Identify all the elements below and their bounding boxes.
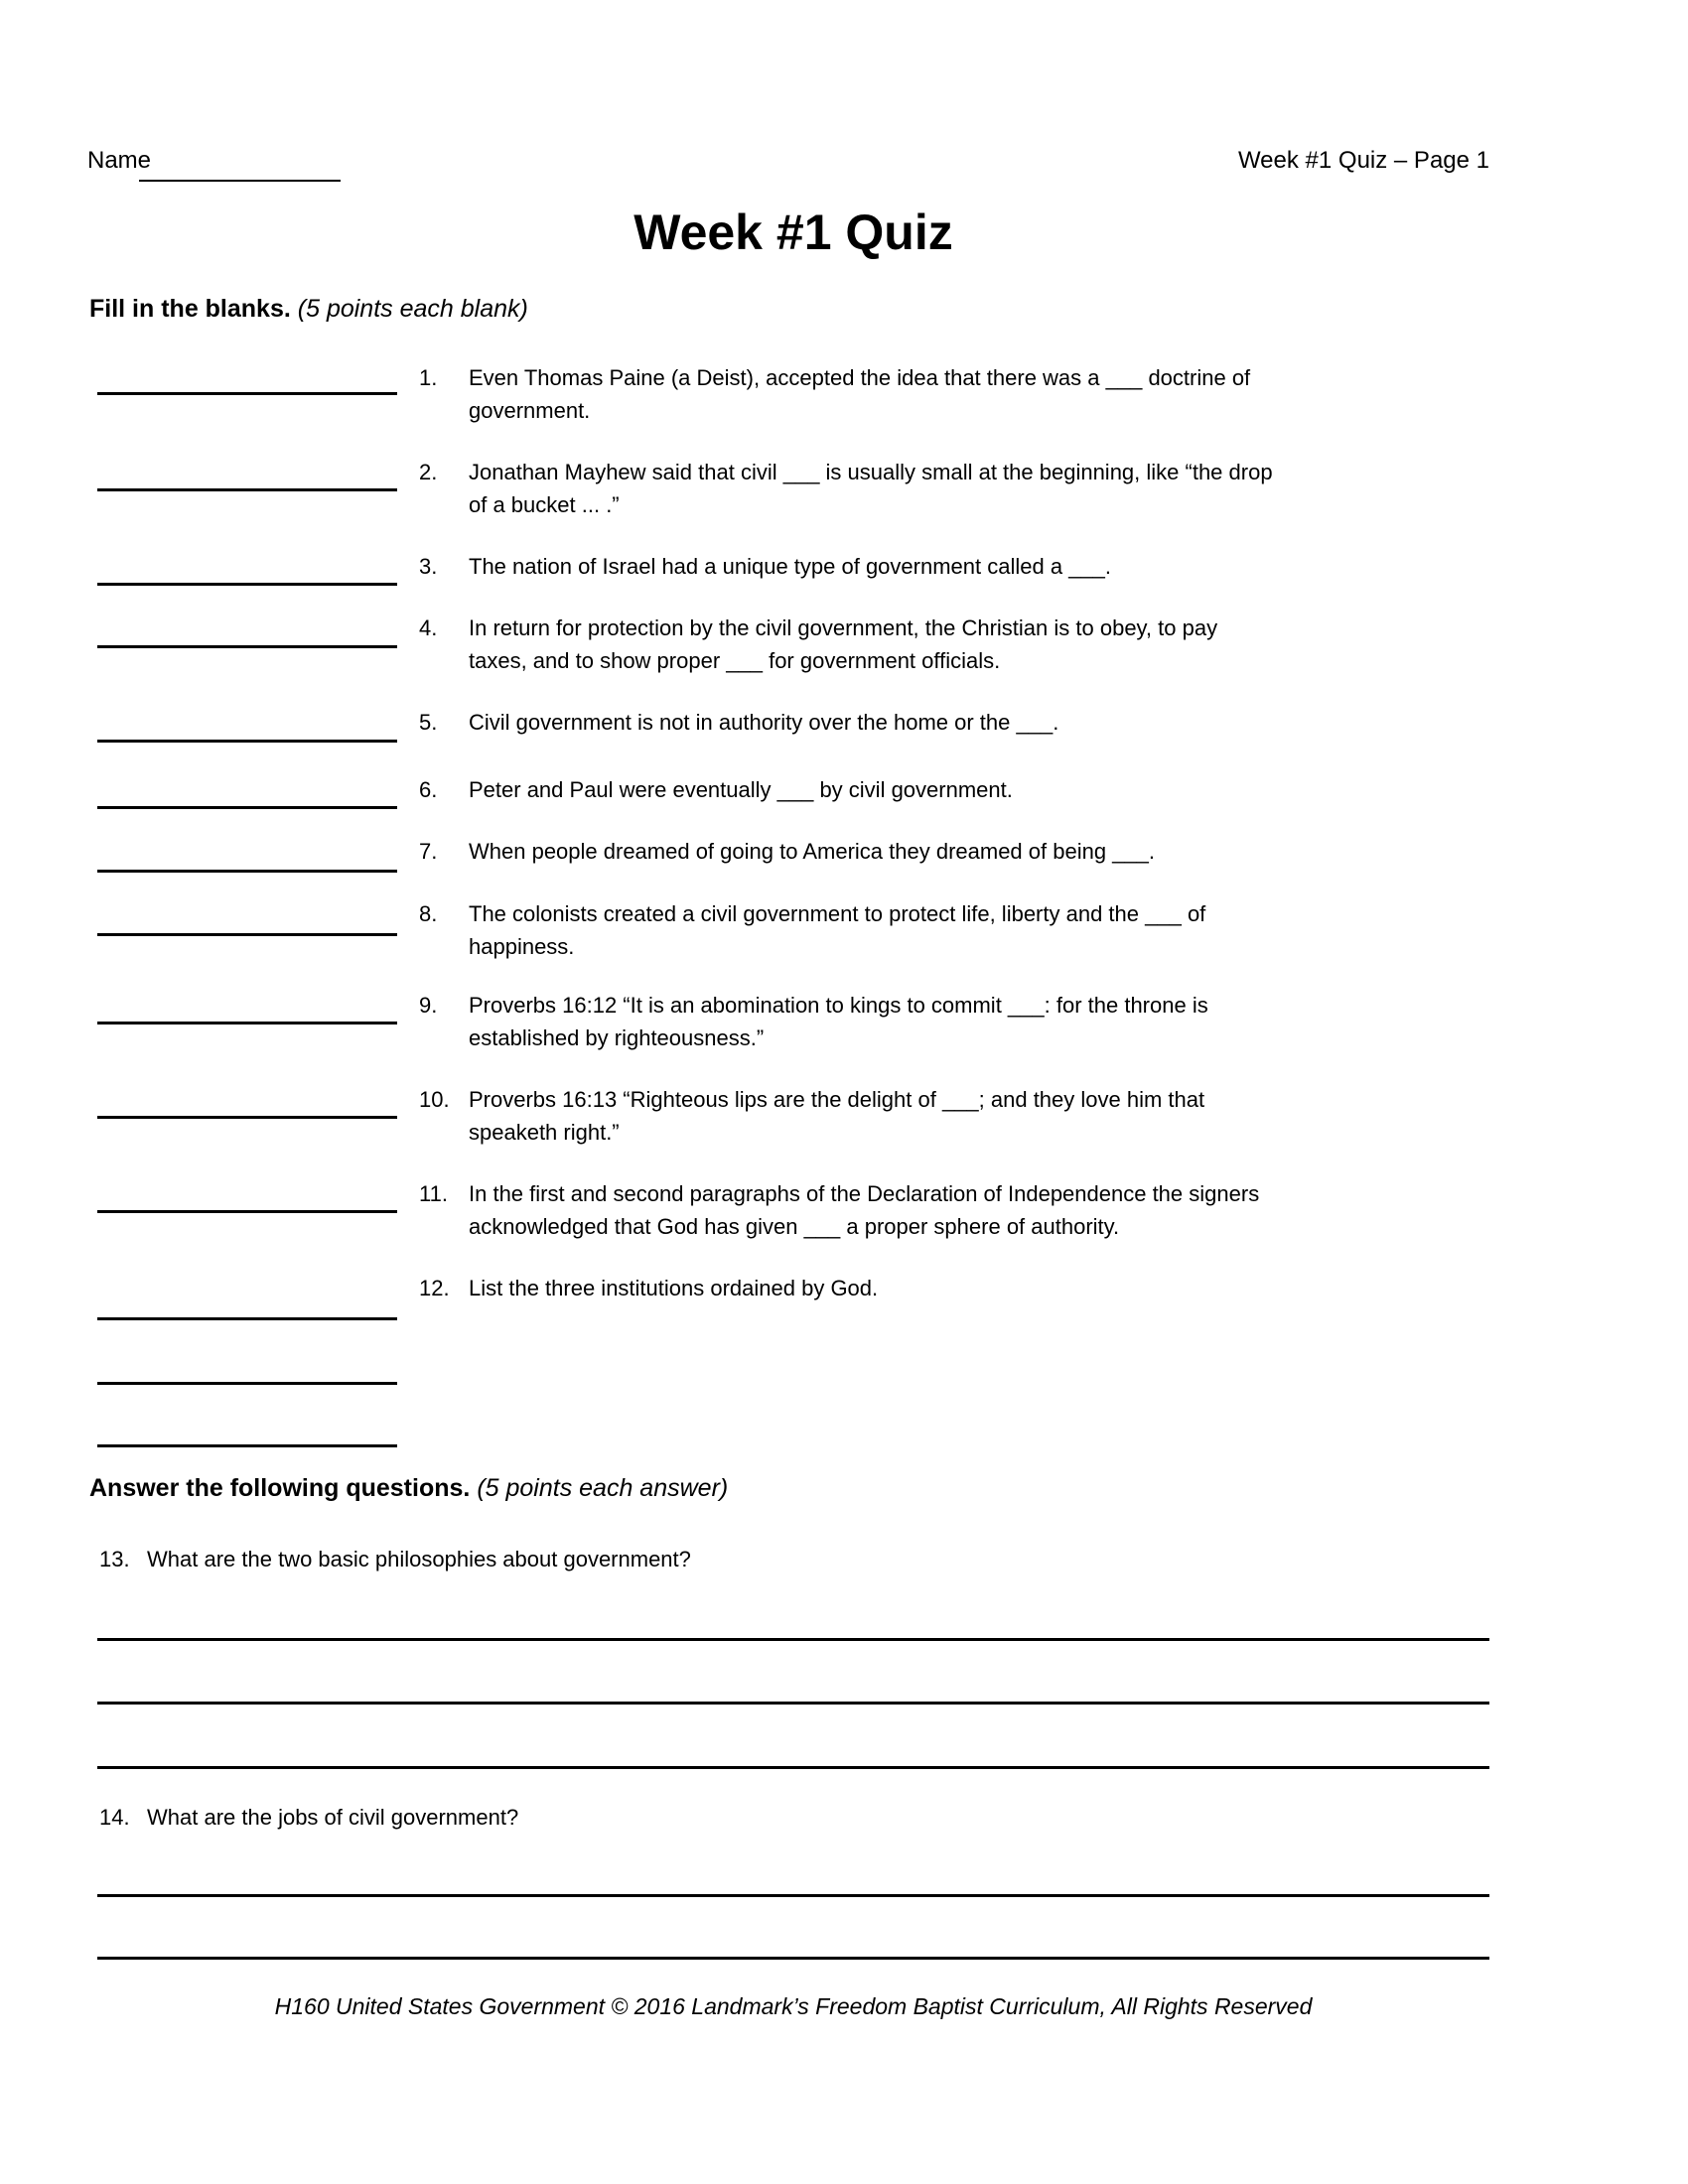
section2-points-note: (5 points each answer) [477,1474,729,1502]
extra-answer-blank-line[interactable] [97,1382,397,1385]
question-text [469,1177,1491,1243]
section1-points-note: (5 points each blank) [297,295,528,323]
question-text: What are the jobs of civil government? [147,1805,519,1830]
question-number: 8. [419,901,438,926]
question-text [469,612,1491,677]
question-text-line: happiness. [469,934,575,959]
question-number: 13. [99,1547,130,1571]
question-text-line: speaketh right.” [469,1120,620,1145]
question-text [469,1083,1491,1149]
fill-in-answer-blank-line[interactable] [97,740,397,743]
question-text-line: Proverbs 16:12 “It is an abomination to kings to commit ___: for the throne is [469,993,1208,1018]
question-text-line: Jonathan Mayhew said that civil ___ is usually small at the beginning, like “the drop [469,460,1273,484]
fill-in-answer-blank-line[interactable] [97,488,397,491]
question-text [469,550,1491,583]
question-number: 1. [419,365,438,390]
question-text-line: The nation of Israel had a unique type of government called a ___. [469,554,1111,579]
question-text-line: Even Thomas Paine (a Deist), accepted the idea that there was a ___ doctrine of [469,365,1251,390]
fill-in-answer-blank-line[interactable] [97,1022,397,1024]
fill-in-answer-blank-line[interactable] [97,806,397,809]
fill-in-answer-blank-line[interactable] [97,933,397,936]
question-text-line: Peter and Paul were eventually ___ by civil government. [469,777,1013,802]
question-number: 5. [419,710,438,735]
question-number: 11. [419,1181,448,1206]
answer-writing-line[interactable] [97,1702,1489,1705]
name-label: Name [87,147,152,174]
question-number: 3. [419,554,438,579]
fill-in-answer-blank-line[interactable] [97,1317,397,1320]
question-text: What are the two basic philosophies about government? [147,1547,691,1571]
question-number: 9. [419,993,438,1018]
question-number: 2. [419,460,438,484]
question-number: 4. [419,615,438,640]
question-text-line: acknowledged that God has given ___ a proper sphere of authority. [469,1214,1120,1239]
fill-in-answer-blank-line[interactable] [97,392,397,395]
question-text [469,773,1491,806]
fill-in-answer-blank-line[interactable] [97,1210,397,1213]
section2-heading-text: Answer the following questions. [89,1474,471,1502]
question-number: 12. [419,1276,450,1300]
fill-in-answer-blank-line[interactable] [97,870,397,873]
question-text [469,835,1491,868]
question-text [469,989,1491,1054]
question-text [469,706,1491,739]
fill-in-answer-blank-line[interactable] [97,1116,397,1119]
page-header-right: Week #1 Quiz – Page 1 [1237,147,1489,174]
question-text-line: Civil government is not in authority over the home or the ___. [469,710,1059,735]
question-number: 7. [419,839,438,864]
footer-copyright: H160 United States Government © 2016 Landmark’s Freedom Baptist Curriculum, All Rights Reserved [274,1993,1313,2019]
extra-answer-blank-line[interactable] [97,1444,397,1447]
question-text-line: In return for protection by the civil government, the Christian is to obey, to pay [469,615,1218,640]
answer-writing-line[interactable] [97,1957,1489,1960]
question-text-line: Proverbs 16:13 “Righteous lips are the delight of ___; and they love him that [469,1087,1205,1112]
answer-writing-line[interactable] [97,1766,1489,1769]
question-text [469,897,1491,963]
answer-writing-line[interactable] [97,1894,1489,1897]
section1-heading-text: Fill in the blanks. [89,295,291,323]
question-text [469,1272,1491,1304]
fill-in-answer-blank-line[interactable] [97,583,397,586]
question-number: 14. [99,1805,130,1830]
question-text-line: government. [469,398,591,423]
question-text-line: List the three institutions ordained by God. [469,1276,879,1300]
name-blank-line[interactable] [139,180,341,182]
answer-writing-line[interactable] [97,1638,1489,1641]
question-text-line: taxes, and to show proper ___ for government officials. [469,648,1001,673]
question-text-line: of a bucket ... .” [469,492,620,517]
page-title: Week #1 Quiz [633,205,953,260]
question-text-line: established by righteousness.” [469,1025,765,1050]
question-number: 10. [419,1087,450,1112]
question-text-line: The colonists created a civil government to protect life, liberty and the ___ of [469,901,1206,926]
question-text [469,361,1491,427]
question-number: 6. [419,777,438,802]
section-fill-in-blanks-heading [89,294,528,324]
question-text-line: When people dreamed of going to America they dreamed of being ___. [469,839,1156,864]
question-text [469,456,1491,521]
section-answer-questions-heading [89,1473,728,1503]
question-text-line: In the first and second paragraphs of the Declaration of Independence the signers [469,1181,1260,1206]
fill-in-answer-blank-line[interactable] [97,645,397,648]
